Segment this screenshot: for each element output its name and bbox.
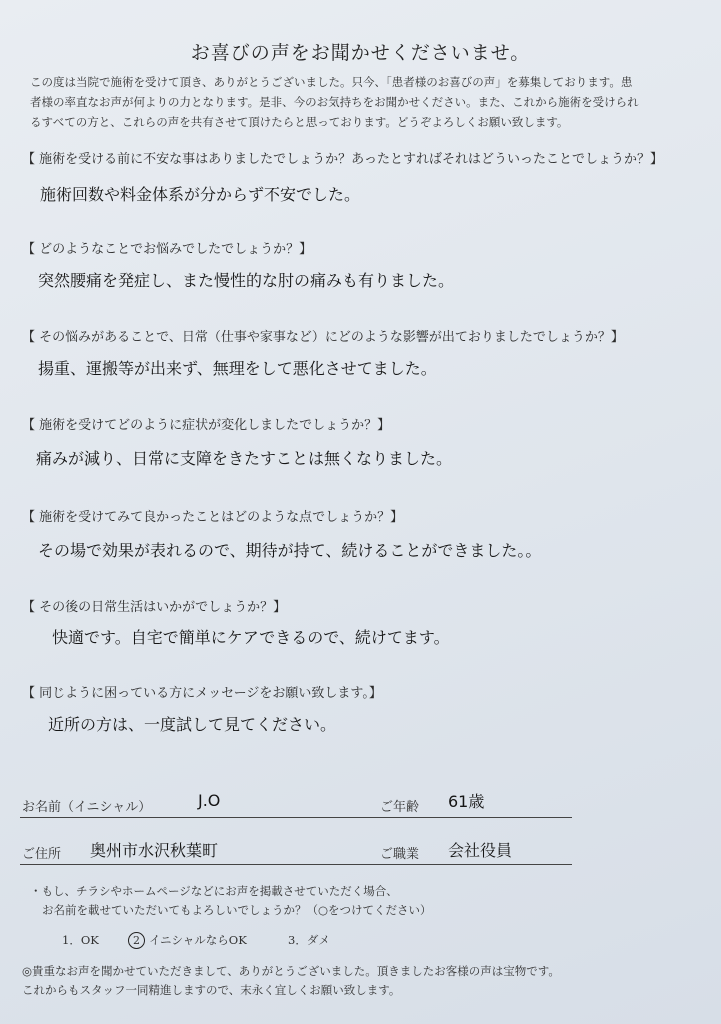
consent-line: ・もし、チラシやホームページなどにお声を掲載させていただく場合、	[30, 884, 398, 898]
closing-note	[22, 962, 702, 1000]
address-underline	[20, 864, 572, 865]
name-label: お名前（イニシャル）	[22, 800, 152, 815]
closing-line: これからもスタッフ一同精進しますので、末永く宜しくお願い致します。	[22, 983, 401, 997]
answer-6: 快適です。自宅で簡単にケアできるので、続けてます。	[52, 628, 450, 647]
answer-4: 痛みが減り、日常に支障をきたすことは無くなりました。	[36, 449, 453, 468]
address-label: ご住所	[22, 847, 62, 862]
question-5: 【 施術を受けてみて良かったことはどのような点でしょうか？】	[22, 510, 404, 525]
name-value: J.O	[198, 791, 221, 810]
intro-line: るすべての方と、これらの声を共有させて頂けたらと思っております。どうぞよろしくお願い致します。	[30, 115, 569, 129]
occupation-label: ご職業	[380, 847, 420, 862]
question-7: 【 同じように困っている方にメッセージをお願い致します。】	[22, 686, 382, 701]
question-4: 【 施術を受けてどのように症状が変化しましたでしょうか？】	[22, 418, 391, 433]
consent-option-no: 3．ダメ	[288, 933, 330, 947]
occupation-value: 会社役員	[448, 841, 513, 860]
question-3: 【 その悩みがあることで、日常（仕事や家事など）にどのような影響が出ておりましたでしょうか？】	[22, 330, 624, 345]
consent-question	[30, 882, 432, 920]
intro-paragraph	[30, 72, 700, 132]
question-6: 【 その後の日常生活はいかがでしょうか？】	[22, 600, 287, 615]
answer-7: 近所の方は、一度試して見てください。	[48, 715, 337, 734]
intro-line: 者様の率直なお声が何よりの力となります。是非、今のお気持ちをお聞かせください。また、これから施術を受けられ	[30, 95, 639, 109]
consent-option-initial	[128, 932, 247, 949]
question-2: 【 どのようなことでお悩みでしたでしょうか？】	[22, 242, 313, 257]
consent-option-ok: 1．OK	[62, 933, 99, 947]
consent-line: お名前を載せていただいてもよろしいでしょうか？（○をつけてください）	[42, 903, 432, 917]
name-underline	[20, 817, 572, 818]
address-value: 奥州市水沢秋葉町	[90, 841, 219, 860]
answer-2: 突然腰痛を発症し、また慢性的な肘の痛みも有りました。	[38, 271, 455, 290]
age-value: 61歳	[448, 792, 485, 811]
page-title: お喜びの声をお聞かせくださいませ。	[190, 42, 531, 64]
answer-3: 揚重、運搬等が出来ず、無理をして悪化させてました。	[38, 359, 437, 378]
answer-1: 施術回数や料金体系が分からず不安でした。	[40, 185, 361, 204]
answer-5: その場で効果が表れるので、期待が持て、続けることができました。。	[38, 541, 542, 560]
intro-line: この度は当院で施術を受けて頂き、ありがとうございました。只今、「患者様のお喜びの声」を募集しております。患	[30, 75, 633, 89]
question-1: 【 施術を受ける前に不安な事はありましたでしょうか？あったとすればそれはどういったことでしょうか？】	[22, 152, 664, 167]
selected-circle-mark: 2	[128, 932, 145, 949]
age-label: ご年齢	[380, 800, 420, 815]
closing-line: ◎貴重なお声を聞かせていただきまして、ありがとうございました。頂きましたお客様の声は宝物です。	[22, 964, 560, 978]
consent-option-initial-label: イニシャルならOK	[149, 933, 247, 947]
